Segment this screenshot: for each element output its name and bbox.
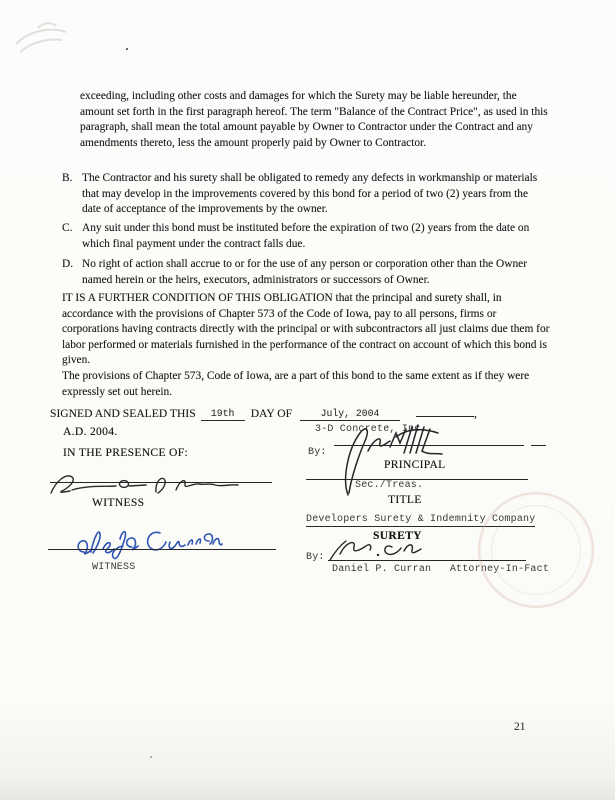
notary-seal [478, 492, 594, 608]
scan-speck [150, 756, 152, 758]
surety-by-label: By: [306, 552, 325, 563]
witness2-signature [72, 524, 222, 564]
paragraph-intro: exceeding, including other costs and damages for which the Surety may be liable hereunder, the amount set forth in the first paragraph hereof. The term "Balance of the Contract Price", as used in this paragraph, shall mean the total amount payable by Owner to Contractor under the Contract and any amendments thereto, less the amount properly paid by Owner to Contractor. [80, 90, 548, 149]
list-item-b [62, 171, 548, 218]
presence-line: IN THE PRESENCE OF: [63, 446, 188, 459]
witness1-label: WITNESS [92, 496, 145, 509]
principal-by-label: By: [308, 447, 327, 458]
title-line [306, 479, 528, 480]
ad-year-line: A.D. 2004. [63, 425, 118, 438]
principal-label: PRINCIPAL [384, 458, 446, 471]
principal-by-line-dash [531, 445, 546, 446]
day-value-filled: 19th [201, 408, 245, 421]
signed-sealed-prefix: SIGNED AND SEALED THIS [50, 407, 196, 420]
signed-sealed-row [50, 404, 477, 422]
date-value-filled: July, 2004 [300, 408, 400, 421]
scan-speck [126, 48, 128, 50]
witness1-signature [48, 471, 273, 497]
list-item-c [62, 221, 548, 252]
item-d-text: No right of action shall accrue to or for the use of any person or corporation other than the Owner named herein or the heirs, executors, administrators or successors of Owner. [82, 258, 528, 286]
scan-smudge [10, 12, 80, 57]
day-of-label: DAY OF [250, 407, 293, 420]
item-b-text: The Contractor and his surety shall be obligated to remedy any defects in workmanship or materials that may develop in the improvements covered by this bond for a period of two (2) years from the date of acceptance of the improvements by the owner. [82, 172, 538, 216]
witness2-signature-line [48, 549, 276, 550]
surety-signature [326, 536, 431, 564]
paragraph-further-condition: IT IS A FURTHER CONDITION OF THIS OBLIGATION that the principal and surety shall, in accordance with the provisions of Chapter 573 of the Code of Iowa, pay to all persons, firms or corporations having contracts directly with the principal or with subcontractors all just claims due them for labor performed or materials furnished in the performance of the contract on account of which this bond is given. [62, 292, 550, 367]
surety-label: SURETY [373, 529, 422, 542]
surety-company-name: Developers Surety & Indemnity Company [306, 514, 536, 525]
notary-seal-inner-ring [491, 505, 581, 595]
witness2-label: WITNESS [92, 562, 136, 573]
item-d-label: D. [62, 258, 74, 270]
blank-fill-line [416, 404, 474, 417]
item-c-label: C. [62, 222, 73, 234]
trailing-comma: , [474, 407, 477, 420]
paragraph-provisions: The provisions of Chapter 573, Code of Iowa, are a part of this bond to the same extent as if they were expressly set out herein. [62, 370, 530, 398]
title-label: TITLE [388, 493, 422, 506]
witness1-signature-line [50, 482, 272, 483]
principal-company-name: 3-D Concrete, Inc. [315, 424, 427, 435]
page-number: 21 [514, 721, 526, 733]
title-value: Sec./Treas. [355, 480, 424, 491]
attorney-in-fact-line: Daniel P. Curran Attorney-In-Fact [332, 564, 550, 575]
list-item-d [62, 257, 548, 288]
item-c-text: Any suit under this bond must be instituted before the expiration of two (2) years from the date on which final payment under the contract falls due. [82, 222, 530, 250]
item-b-label: B. [62, 172, 73, 184]
